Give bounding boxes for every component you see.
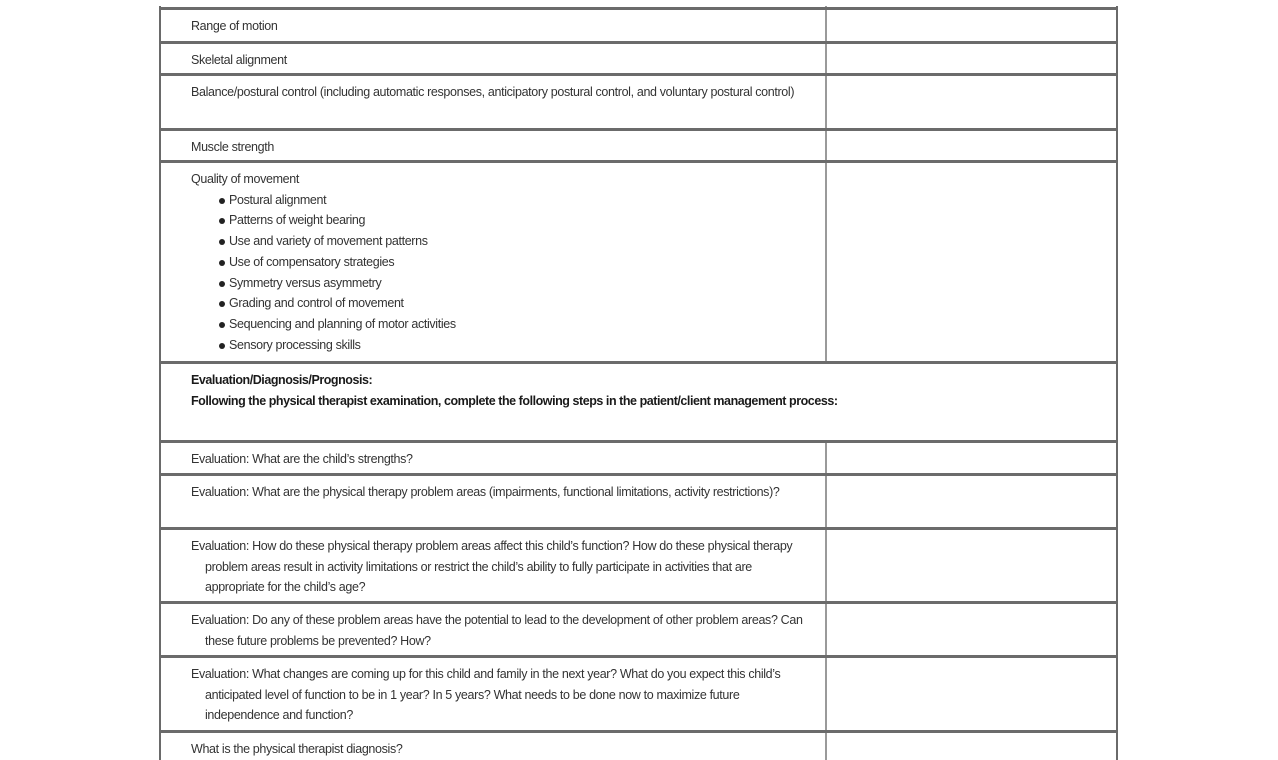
list-item: Grading and control of movement <box>218 293 813 314</box>
row-label: Evaluation: What are the child’s strengths? <box>161 443 827 473</box>
row-label: Muscle strength <box>161 131 827 160</box>
examination-form-table <box>159 6 1118 760</box>
list-item: Use and variety of movement patterns <box>218 231 813 252</box>
answer-cell-problem-areas[interactable] <box>827 476 1116 527</box>
answer-cell-balance-postural-control[interactable] <box>827 76 1116 128</box>
row-label: Skeletal alignment <box>161 44 827 73</box>
table-row-skeletal-alignment <box>161 41 1116 73</box>
previous-row-answer-cell[interactable] <box>827 6 1116 7</box>
list-item: Sequencing and planning of motor activities <box>218 314 813 335</box>
table-row-muscle-strength <box>161 128 1116 160</box>
answer-cell-range-of-motion[interactable] <box>827 10 1116 41</box>
answer-cell-strengths[interactable] <box>827 443 1116 473</box>
answer-cell-skeletal-alignment[interactable] <box>827 44 1116 73</box>
quality-of-movement-cell <box>161 163 827 361</box>
section-header-cell <box>161 364 1116 440</box>
row-label: Evaluation: How do these physical therapy problem areas affect this child’s function? How do these physical therapy problem areas result in activity limitations or restrict the child’s ability to fully participate in activities that are appropriate for the child’s age? <box>161 530 827 601</box>
row-label: Balance/postural control (including automatic responses, anticipatory postural control, and voluntary postural control) <box>161 76 827 128</box>
list-item: Sensory processing skills <box>218 335 813 356</box>
answer-cell-quality-of-movement[interactable] <box>827 163 1116 361</box>
list-item: Symmetry versus asymmetry <box>218 273 813 294</box>
section-header-evaluation <box>161 361 1116 440</box>
quality-of-movement-list <box>191 190 813 356</box>
table-row-evaluation-function-impact <box>161 527 1116 601</box>
list-item: Postural alignment <box>218 190 813 211</box>
table-row-evaluation-upcoming-changes <box>161 655 1116 730</box>
answer-cell-upcoming-changes[interactable] <box>827 658 1116 730</box>
table-row-evaluation-strengths <box>161 440 1116 473</box>
table-row-evaluation-problem-areas <box>161 473 1116 527</box>
previous-row-stub <box>161 6 1116 7</box>
answer-cell-muscle-strength[interactable] <box>827 131 1116 160</box>
row-label: Evaluation: What changes are coming up for this child and family in the next year? What do you expect this child’s anticipated level of function to be in 1 year? In 5 years? What needs to be done now to maximize future independence and function? <box>161 658 827 730</box>
table-row-quality-of-movement <box>161 160 1116 361</box>
row-label: Evaluation: What are the physical therapy problem areas (impairments, functional limitations, activity restrictions)? <box>161 476 827 527</box>
row-label: Quality of movement <box>191 172 299 186</box>
previous-row-label-cell <box>161 6 827 7</box>
list-item: Patterns of weight bearing <box>218 210 813 231</box>
table-row-evaluation-future-problems <box>161 601 1116 655</box>
section-instruction: Following the physical therapist examination, complete the following steps in the patient/client management process: <box>191 393 838 408</box>
table-row-diagnosis <box>161 730 1116 760</box>
answer-cell-future-problems[interactable] <box>827 604 1116 655</box>
row-label: What is the physical therapist diagnosis? <box>161 733 827 760</box>
answer-cell-function-impact[interactable] <box>827 530 1116 601</box>
row-label: Evaluation: Do any of these problem areas have the potential to lead to the development of other problem areas? Can these future problems be prevented? How? <box>161 604 827 655</box>
list-item: Use of compensatory strategies <box>218 252 813 273</box>
table-row-range-of-motion <box>161 7 1116 41</box>
row-label: Range of motion <box>161 10 827 41</box>
table-row-balance-postural-control <box>161 73 1116 128</box>
answer-cell-diagnosis[interactable] <box>827 733 1116 760</box>
section-heading: Evaluation/Diagnosis/Prognosis: <box>191 373 373 387</box>
